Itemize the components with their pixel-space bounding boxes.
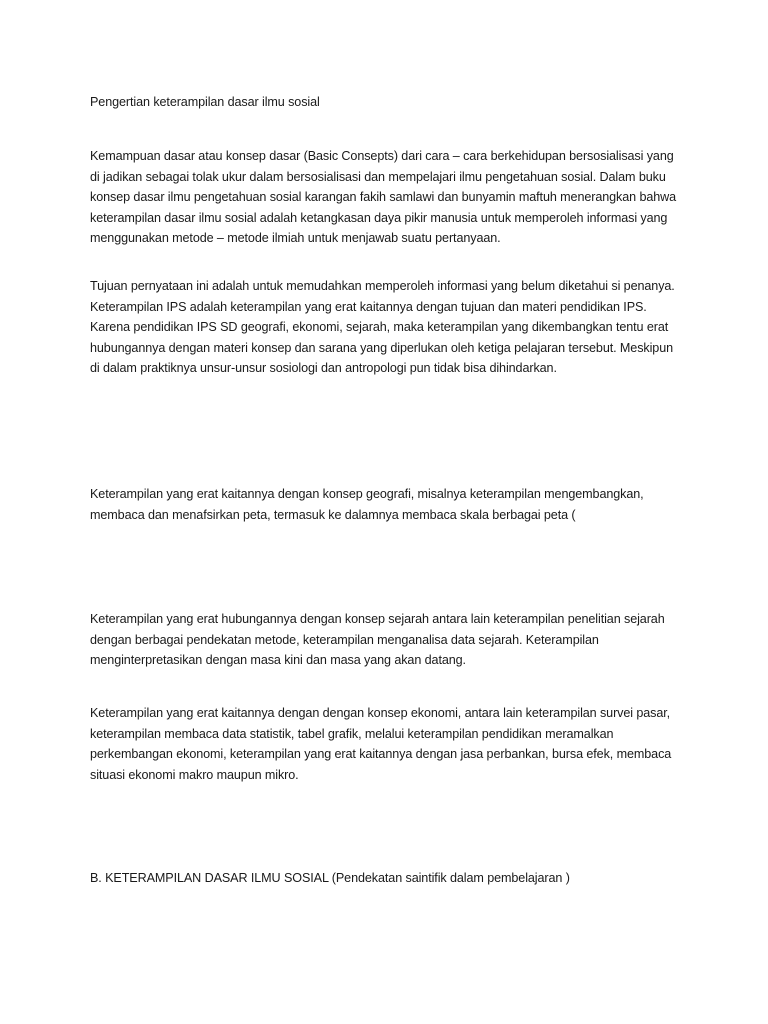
document-title: Pengertian keterampilan dasar ilmu sosial xyxy=(90,95,320,109)
paragraph-history-skills: Keterampilan yang erat hubungannya dengan konsep sejarah antara lain keterampilan penelitian sejarah dengan berbagai pendekatan metode, keterampilan menganalisa data sejarah. Keterampilan menginterpretasikan dengan masa kini dan masa yang akan datang. xyxy=(90,612,665,668)
paragraph-basic-concepts: Kemampuan dasar atau konsep dasar (Basic Consepts) dari cara – cara berkehidupan bersosialisasi yang di jadikan sebagai tolak ukur dalam bersosialisasi dan mempelajari ilmu pengetahuan sosial. Dalam buku konsep dasar ilmu pengetahuan sosial karangan fakih samlawi dan bunyamin maftuh menerangkan bahwa keterampilan dasar ilmu sosial adalah ketangkasan daya pikir manusia untuk memperoleh informasi yang menggunakan metode – metode ilmiah untuk menjawab suatu pertanyaan. xyxy=(90,149,677,246)
paragraph-ips-purpose: Tujuan pernyataan ini adalah untuk memudahkan memperoleh informasi yang belum diketahui si penanya. Keterampilan IPS adalah keterampilan yang erat kaitannya dengan tujuan dan materi pendidikan IPS. Karena pendidikan IPS SD geografi, ekonomi, sejarah, maka keterampilan yang dikembangkan tentu erat hubungannya dengan materi konsep dan sarana yang diperlukan oleh ketiga pelajaran tersebut. Meskipun di dalam praktiknya unsur-unsur sosiologi dan antropologi pun tidak bisa dihindarkan. xyxy=(90,279,675,376)
paragraph-economics-skills: Keterampilan yang erat kaitannya dengan dengan konsep ekonomi, antara lain keterampilan survei pasar, keterampilan membaca data statistik, tabel grafik, melalui keterampilan pendidikan meramalkan perkembangan ekonomi, keterampilan yang erat kaitannya dengan jasa perbankan, bursa efek, membaca situasi ekonomi makro maupun mikro. xyxy=(90,706,672,782)
section-heading-b: B. KETERAMPILAN DASAR ILMU SOSIAL (Pendekatan saintifik dalam pembelajaran ) xyxy=(90,871,570,885)
paragraph-geography-skills: Keterampilan yang erat kaitannya dengan konsep geografi, misalnya keterampilan mengembangkan, membaca dan menafsirkan peta, termasuk ke dalamnya membaca skala berbagai peta ( xyxy=(90,487,644,522)
